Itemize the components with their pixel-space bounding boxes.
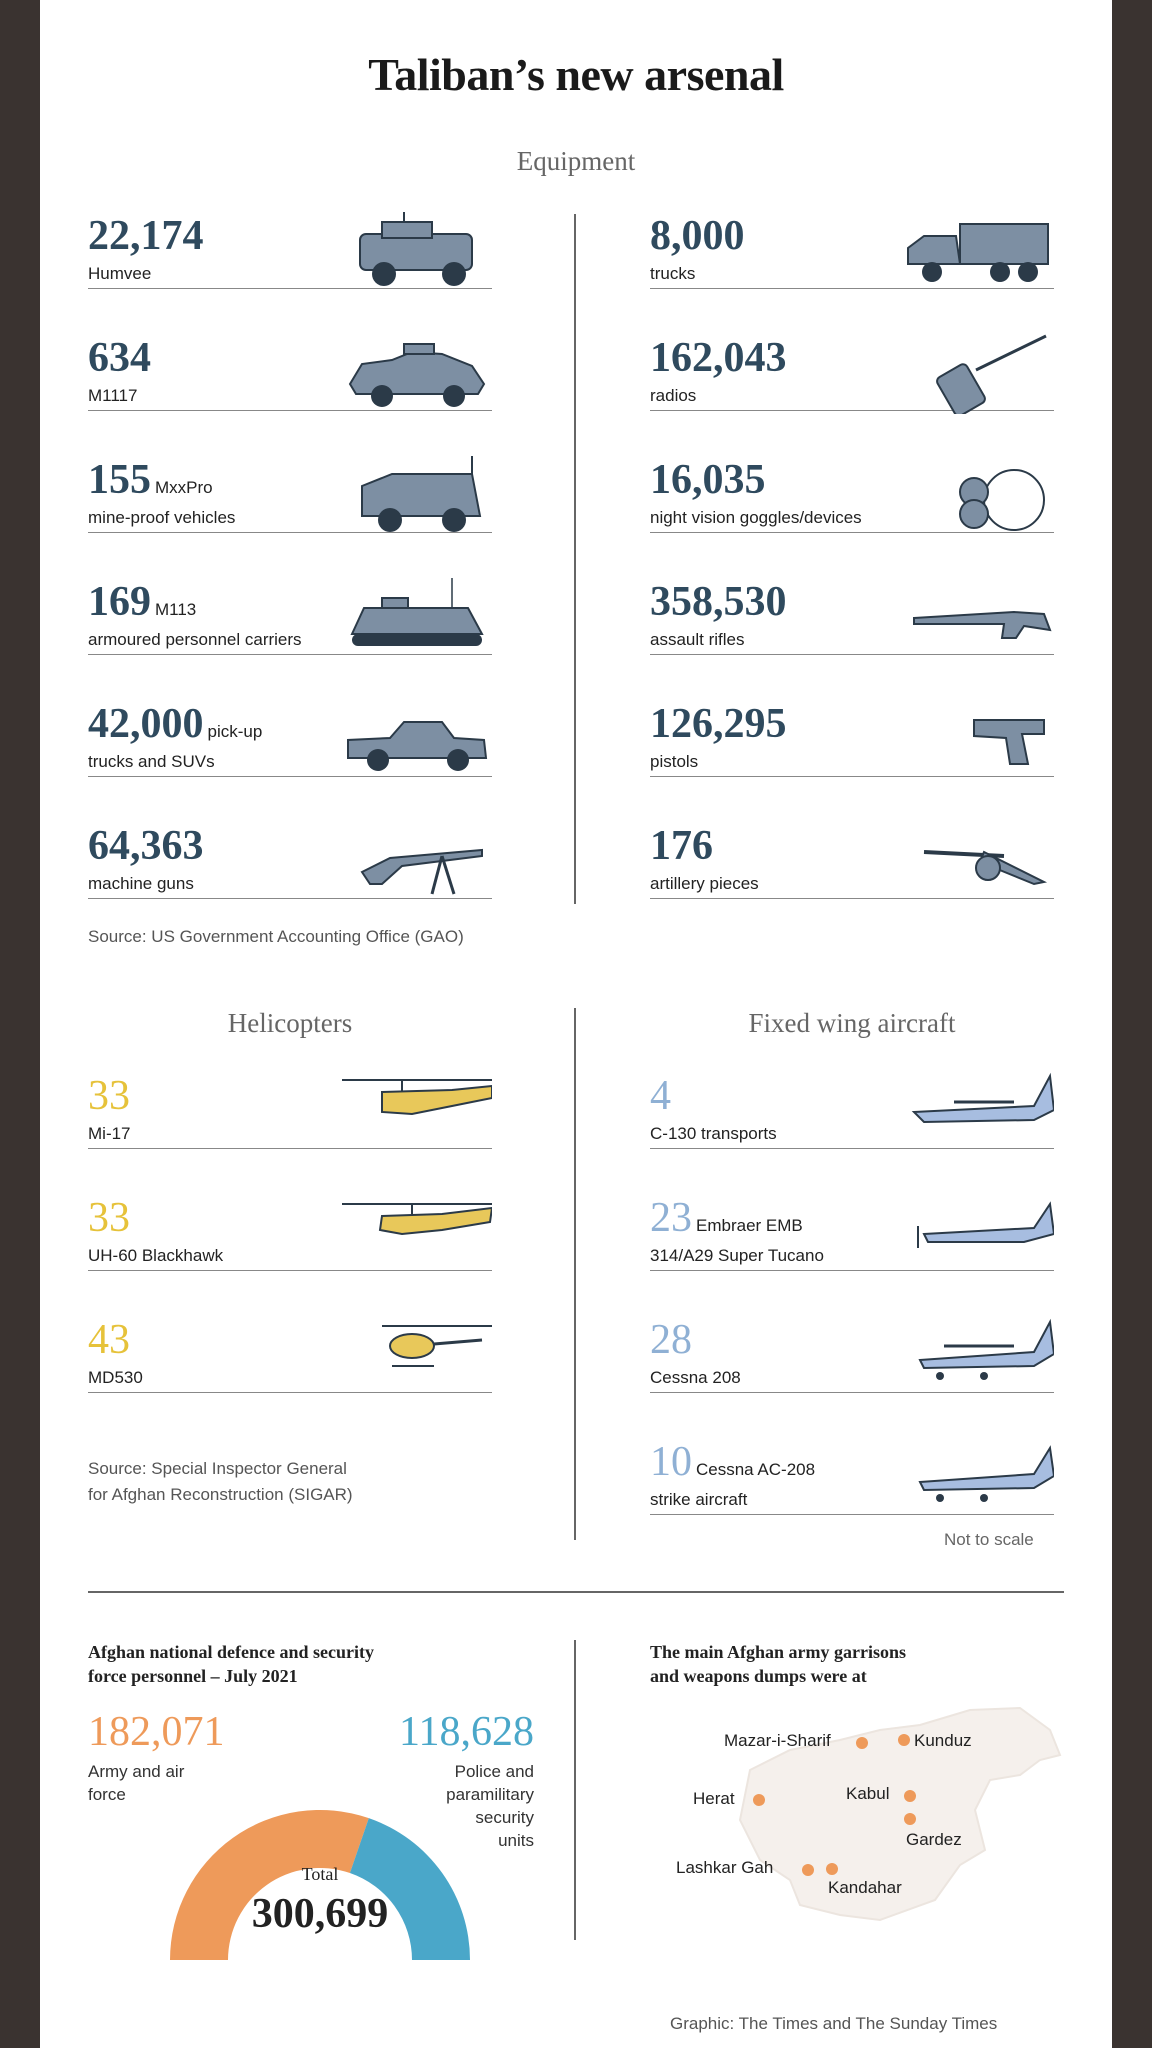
apc-icon	[342, 578, 492, 658]
stat-item	[650, 578, 1054, 696]
city-kandahar: Kandahar	[828, 1878, 902, 1897]
stat-item	[88, 456, 492, 574]
stat-number: 33	[88, 1195, 130, 1241]
mazar-dot	[856, 1737, 868, 1749]
stat-label: mine-proof vehicles	[88, 508, 236, 527]
pistol-icon	[904, 700, 1054, 780]
stat-label: M1117	[88, 386, 138, 405]
stat-value	[650, 578, 787, 626]
c130-plane-icon	[904, 1072, 1054, 1152]
aircraft-heading: Fixed wing aircraft	[748, 1008, 956, 1038]
page-title: Taliban’s new arsenal	[368, 49, 784, 100]
stat-value	[650, 456, 766, 504]
stat-unit: pick-up	[207, 722, 263, 741]
stat-value	[650, 1072, 671, 1120]
stat-value	[88, 212, 204, 260]
stat-item	[88, 334, 492, 452]
stat-number: 8,000	[650, 213, 745, 259]
total-label: Total	[301, 1864, 339, 1884]
aircraft-divider	[574, 1008, 576, 1540]
rifle-icon	[904, 578, 1054, 658]
herat-dot	[753, 1794, 765, 1806]
stat-value	[88, 1316, 130, 1364]
stat-value	[88, 334, 151, 382]
total-value: 300,699	[251, 1891, 389, 1937]
stat-label: Mi-17	[88, 1124, 131, 1143]
radio-icon	[904, 334, 1054, 414]
humvee-icon	[342, 212, 492, 292]
stat-item	[88, 822, 492, 940]
stat-number: 23	[650, 1195, 692, 1241]
stat-item	[650, 1194, 1054, 1312]
city-mazar: Mazar-i-Sharif	[724, 1731, 831, 1750]
stat-item	[650, 456, 1054, 574]
stat-label: artillery pieces	[650, 874, 759, 893]
city-herat: Herat	[693, 1789, 735, 1808]
stat-number: 634	[88, 335, 151, 381]
stat-value	[650, 1316, 692, 1364]
city-lashkar-gah: Lashkar Gah	[676, 1858, 774, 1877]
stat-number: 28	[650, 1317, 692, 1363]
stat-label: assault rifles	[650, 630, 745, 649]
stat-value	[88, 700, 262, 748]
personnel-divider	[574, 1640, 576, 1940]
machine-gun-icon	[342, 822, 492, 902]
stat-label: trucks	[650, 264, 696, 283]
stat-item	[650, 334, 1054, 452]
police-label-line: paramilitary	[446, 1785, 534, 1804]
stat-value	[650, 1194, 803, 1242]
equipment-heading: Equipment	[516, 146, 636, 176]
tucano-plane-icon	[904, 1194, 1054, 1274]
stat-number: 10	[650, 1439, 692, 1485]
police-label-line: units	[498, 1831, 534, 1850]
md530-helicopter-icon	[342, 1316, 492, 1396]
stat-label: night vision goggles/devices	[650, 508, 862, 527]
personnel-heading: Afghan national defence and security force personnel – July 2021	[88, 1642, 375, 1686]
stat-value	[650, 822, 713, 870]
city-kunduz: Kunduz	[914, 1731, 972, 1750]
city-kabul: Kabul	[846, 1784, 890, 1803]
stat-unit: Cessna AC-208	[696, 1460, 816, 1479]
infographic	[40, 0, 1112, 2048]
stat-item	[88, 700, 492, 818]
army-label: Army and air force	[88, 1762, 185, 1804]
helicopters-heading: Helicopters	[227, 1008, 353, 1038]
stat-value	[88, 456, 213, 504]
stat-number: 43	[88, 1317, 130, 1363]
stat-number: 4	[650, 1073, 671, 1119]
stat-number: 42,000	[88, 701, 204, 747]
police-value: 118,628	[399, 1709, 534, 1755]
stat-number: 358,530	[650, 579, 787, 625]
city-gardez: Gardez	[906, 1830, 962, 1849]
not-to-scale-note: Not to scale	[944, 1530, 1034, 1549]
stat-label: Humvee	[88, 264, 152, 283]
stat-label: C-130 transports	[650, 1124, 777, 1143]
stat-label: armoured personnel carriers	[88, 630, 302, 649]
cessna-plane-icon	[904, 1316, 1054, 1396]
stat-label: machine guns	[88, 874, 194, 893]
lashkar-gah-dot	[802, 1864, 814, 1876]
mrap-icon	[342, 456, 492, 536]
stat-item	[650, 822, 1054, 940]
stat-item	[88, 1316, 492, 1434]
stat-unit: MxxPro	[155, 478, 213, 497]
stat-label: radios	[650, 386, 697, 405]
stat-value	[88, 1194, 130, 1242]
stat-item	[88, 1194, 492, 1312]
stat-value	[88, 1072, 130, 1120]
stat-number: 33	[88, 1073, 130, 1119]
gardez-dot	[904, 1813, 916, 1825]
cessna-strike-plane-icon	[904, 1438, 1054, 1518]
goggles-icon	[904, 456, 1054, 536]
equipment-divider	[574, 214, 576, 904]
stat-item	[650, 1072, 1054, 1190]
stat-value	[650, 334, 787, 382]
stat-item	[88, 212, 492, 330]
stat-value	[88, 822, 204, 870]
police-label-line: Police and	[454, 1762, 534, 1781]
stat-label: Cessna 208	[650, 1368, 741, 1387]
stat-label: UH-60 Blackhawk	[88, 1246, 224, 1265]
stat-value	[88, 578, 196, 626]
section-rule	[88, 1591, 1064, 1593]
graphic-credit: Graphic: The Times and The Sunday Times	[670, 2014, 998, 2033]
stat-number: 162,043	[650, 335, 787, 381]
stat-number: 176	[650, 823, 713, 869]
helicopters-source: Source: Special Inspector General for Afghan Reconstruction (SIGAR)	[88, 1459, 353, 1504]
stat-item	[650, 212, 1054, 330]
equipment-source: Source: US Government Accounting Office (GAO)	[88, 927, 464, 946]
stat-number: 169	[88, 579, 151, 625]
pickup-icon	[342, 700, 492, 780]
blackhawk-helicopter-icon	[342, 1194, 492, 1274]
army-value: 182,071	[88, 1709, 225, 1755]
police-label-line: security	[475, 1808, 534, 1827]
truck-icon	[904, 212, 1054, 292]
mi17-helicopter-icon	[342, 1072, 492, 1152]
stat-item	[650, 1316, 1054, 1434]
kunduz-dot	[898, 1734, 910, 1746]
stat-value	[650, 1438, 815, 1486]
stat-number: 64,363	[88, 823, 204, 869]
stat-number: 155	[88, 457, 151, 503]
stat-item	[88, 578, 492, 696]
garrisons-heading: The main Afghan army garrisons and weapons dumps were at	[650, 1642, 907, 1686]
stat-item	[650, 1438, 1054, 1556]
stat-value	[650, 212, 745, 260]
armoured-car-icon	[342, 334, 492, 414]
kandahar-dot	[826, 1863, 838, 1875]
stat-value	[650, 700, 787, 748]
stat-number: 22,174	[88, 213, 204, 259]
stat-unit: M113	[155, 600, 197, 619]
stat-label: MD530	[88, 1368, 143, 1387]
stat-label: trucks and SUVs	[88, 752, 215, 771]
stat-label: 314/A29 Super Tucano	[650, 1246, 824, 1265]
stat-number: 16,035	[650, 457, 766, 503]
stat-item	[650, 700, 1054, 818]
stat-number: 126,295	[650, 701, 787, 747]
stat-item	[88, 1072, 492, 1190]
stat-unit: Embraer EMB	[696, 1216, 803, 1235]
artillery-icon	[904, 822, 1054, 902]
kabul-dot	[904, 1790, 916, 1802]
stat-label: pistols	[650, 752, 699, 771]
stat-label: strike aircraft	[650, 1490, 748, 1509]
